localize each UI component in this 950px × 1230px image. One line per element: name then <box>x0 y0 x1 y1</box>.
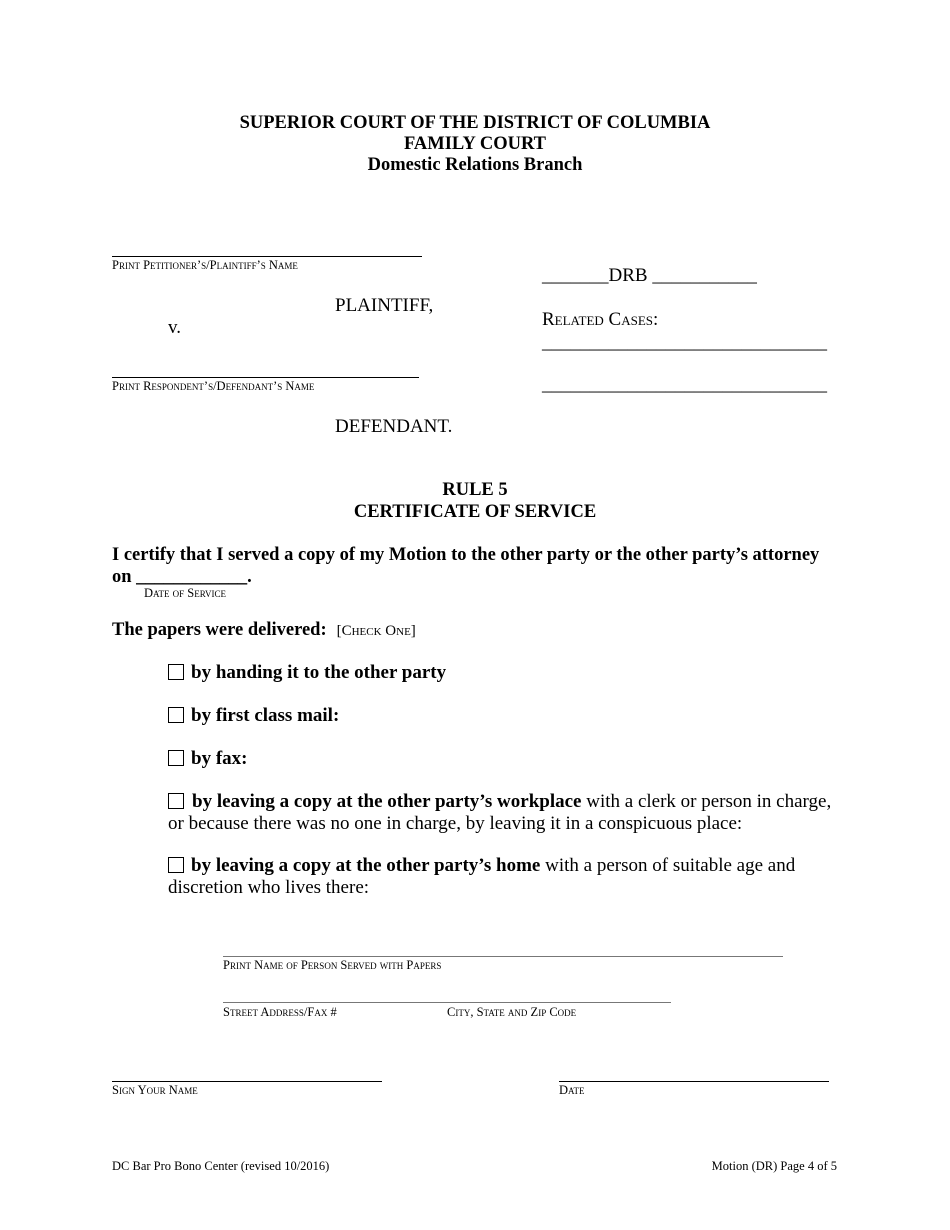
case-number-field[interactable]: _______DRB ___________ <box>542 265 757 286</box>
mail-checkbox[interactable] <box>168 707 184 723</box>
footer-left: DC Bar Pro Bono Center (revised 10/2016) <box>112 1159 330 1173</box>
home-label <box>191 855 795 877</box>
related-case-line-1[interactable]: ______________________________ <box>542 332 827 353</box>
related-case-line-2[interactable]: ______________________________ <box>542 374 827 395</box>
court-name: SUPERIOR COURT OF THE DISTRICT OF COLUMBIA <box>239 113 711 133</box>
home-label-rest: with a person of suitable age and <box>540 855 796 876</box>
signature-date-label: Date <box>559 1083 585 1097</box>
sign-name-label: Sign Your Name <box>112 1083 198 1097</box>
home-label-bold: by leaving a copy at the other party’s home <box>191 855 541 876</box>
signature-date-line[interactable] <box>559 1081 829 1082</box>
delivery-heading-text: The papers were delivered: <box>112 620 327 640</box>
fax-checkbox[interactable] <box>168 750 184 766</box>
court-division: FAMILY COURT <box>403 134 547 154</box>
certificate-title: CERTIFICATE OF SERVICE <box>353 502 597 522</box>
certify-statement: I certify that I served a copy of my Motion to the other party or the other party’s attorney <box>112 545 820 565</box>
signature-line[interactable] <box>112 1081 382 1082</box>
plaintiff-role: PLAINTIFF, <box>335 295 434 316</box>
home-label-continued: discretion who lives there: <box>168 877 370 898</box>
respondent-name-label: Print Respondent’s/Defendant’s Name <box>112 379 315 393</box>
defendant-role: DEFENDANT. <box>335 416 453 437</box>
city-state-zip-label: City, State and Zip Code <box>447 1005 577 1019</box>
delivery-heading <box>112 620 416 641</box>
rule-title: RULE 5 <box>442 480 508 500</box>
fax-label: by fax: <box>191 748 248 769</box>
mail-label: by first class mail: <box>191 705 340 726</box>
street-address-label: Street Address/Fax # <box>223 1005 337 1019</box>
workplace-label-continued: or because there was no one in charge, by leaving it in a conspicuous place: <box>168 813 743 834</box>
served-name-label: Print Name of Person Served with Papers <box>223 958 442 972</box>
workplace-label-bold: by leaving a copy at the other party’s workplace <box>192 791 582 812</box>
petitioner-name-label: Print Petitioner’s/Plaintiff’s Name <box>112 258 298 272</box>
respondent-name-line[interactable] <box>112 377 419 378</box>
served-name-line[interactable] <box>223 956 783 957</box>
served-address-line[interactable] <box>223 1002 671 1003</box>
home-checkbox[interactable] <box>168 857 184 873</box>
service-date-label: Date of Service <box>144 586 227 600</box>
hand-delivery-label: by handing it to the other party <box>191 662 447 683</box>
workplace-label-rest: with a clerk or person in charge, <box>581 791 832 812</box>
service-date-field[interactable]: on ____________. <box>112 567 252 587</box>
workplace-label <box>192 791 831 813</box>
related-cases-label: Related Cases: <box>542 309 659 330</box>
check-one-instruction: [Check One] <box>336 623 416 639</box>
petitioner-name-line[interactable] <box>112 256 422 257</box>
hand-delivery-checkbox[interactable] <box>168 664 184 680</box>
court-branch: Domestic Relations Branch <box>367 155 583 175</box>
workplace-checkbox[interactable] <box>168 793 184 809</box>
versus-text: v. <box>168 317 182 338</box>
footer-page-number: Motion (DR) Page 4 of 5 <box>711 1159 837 1173</box>
